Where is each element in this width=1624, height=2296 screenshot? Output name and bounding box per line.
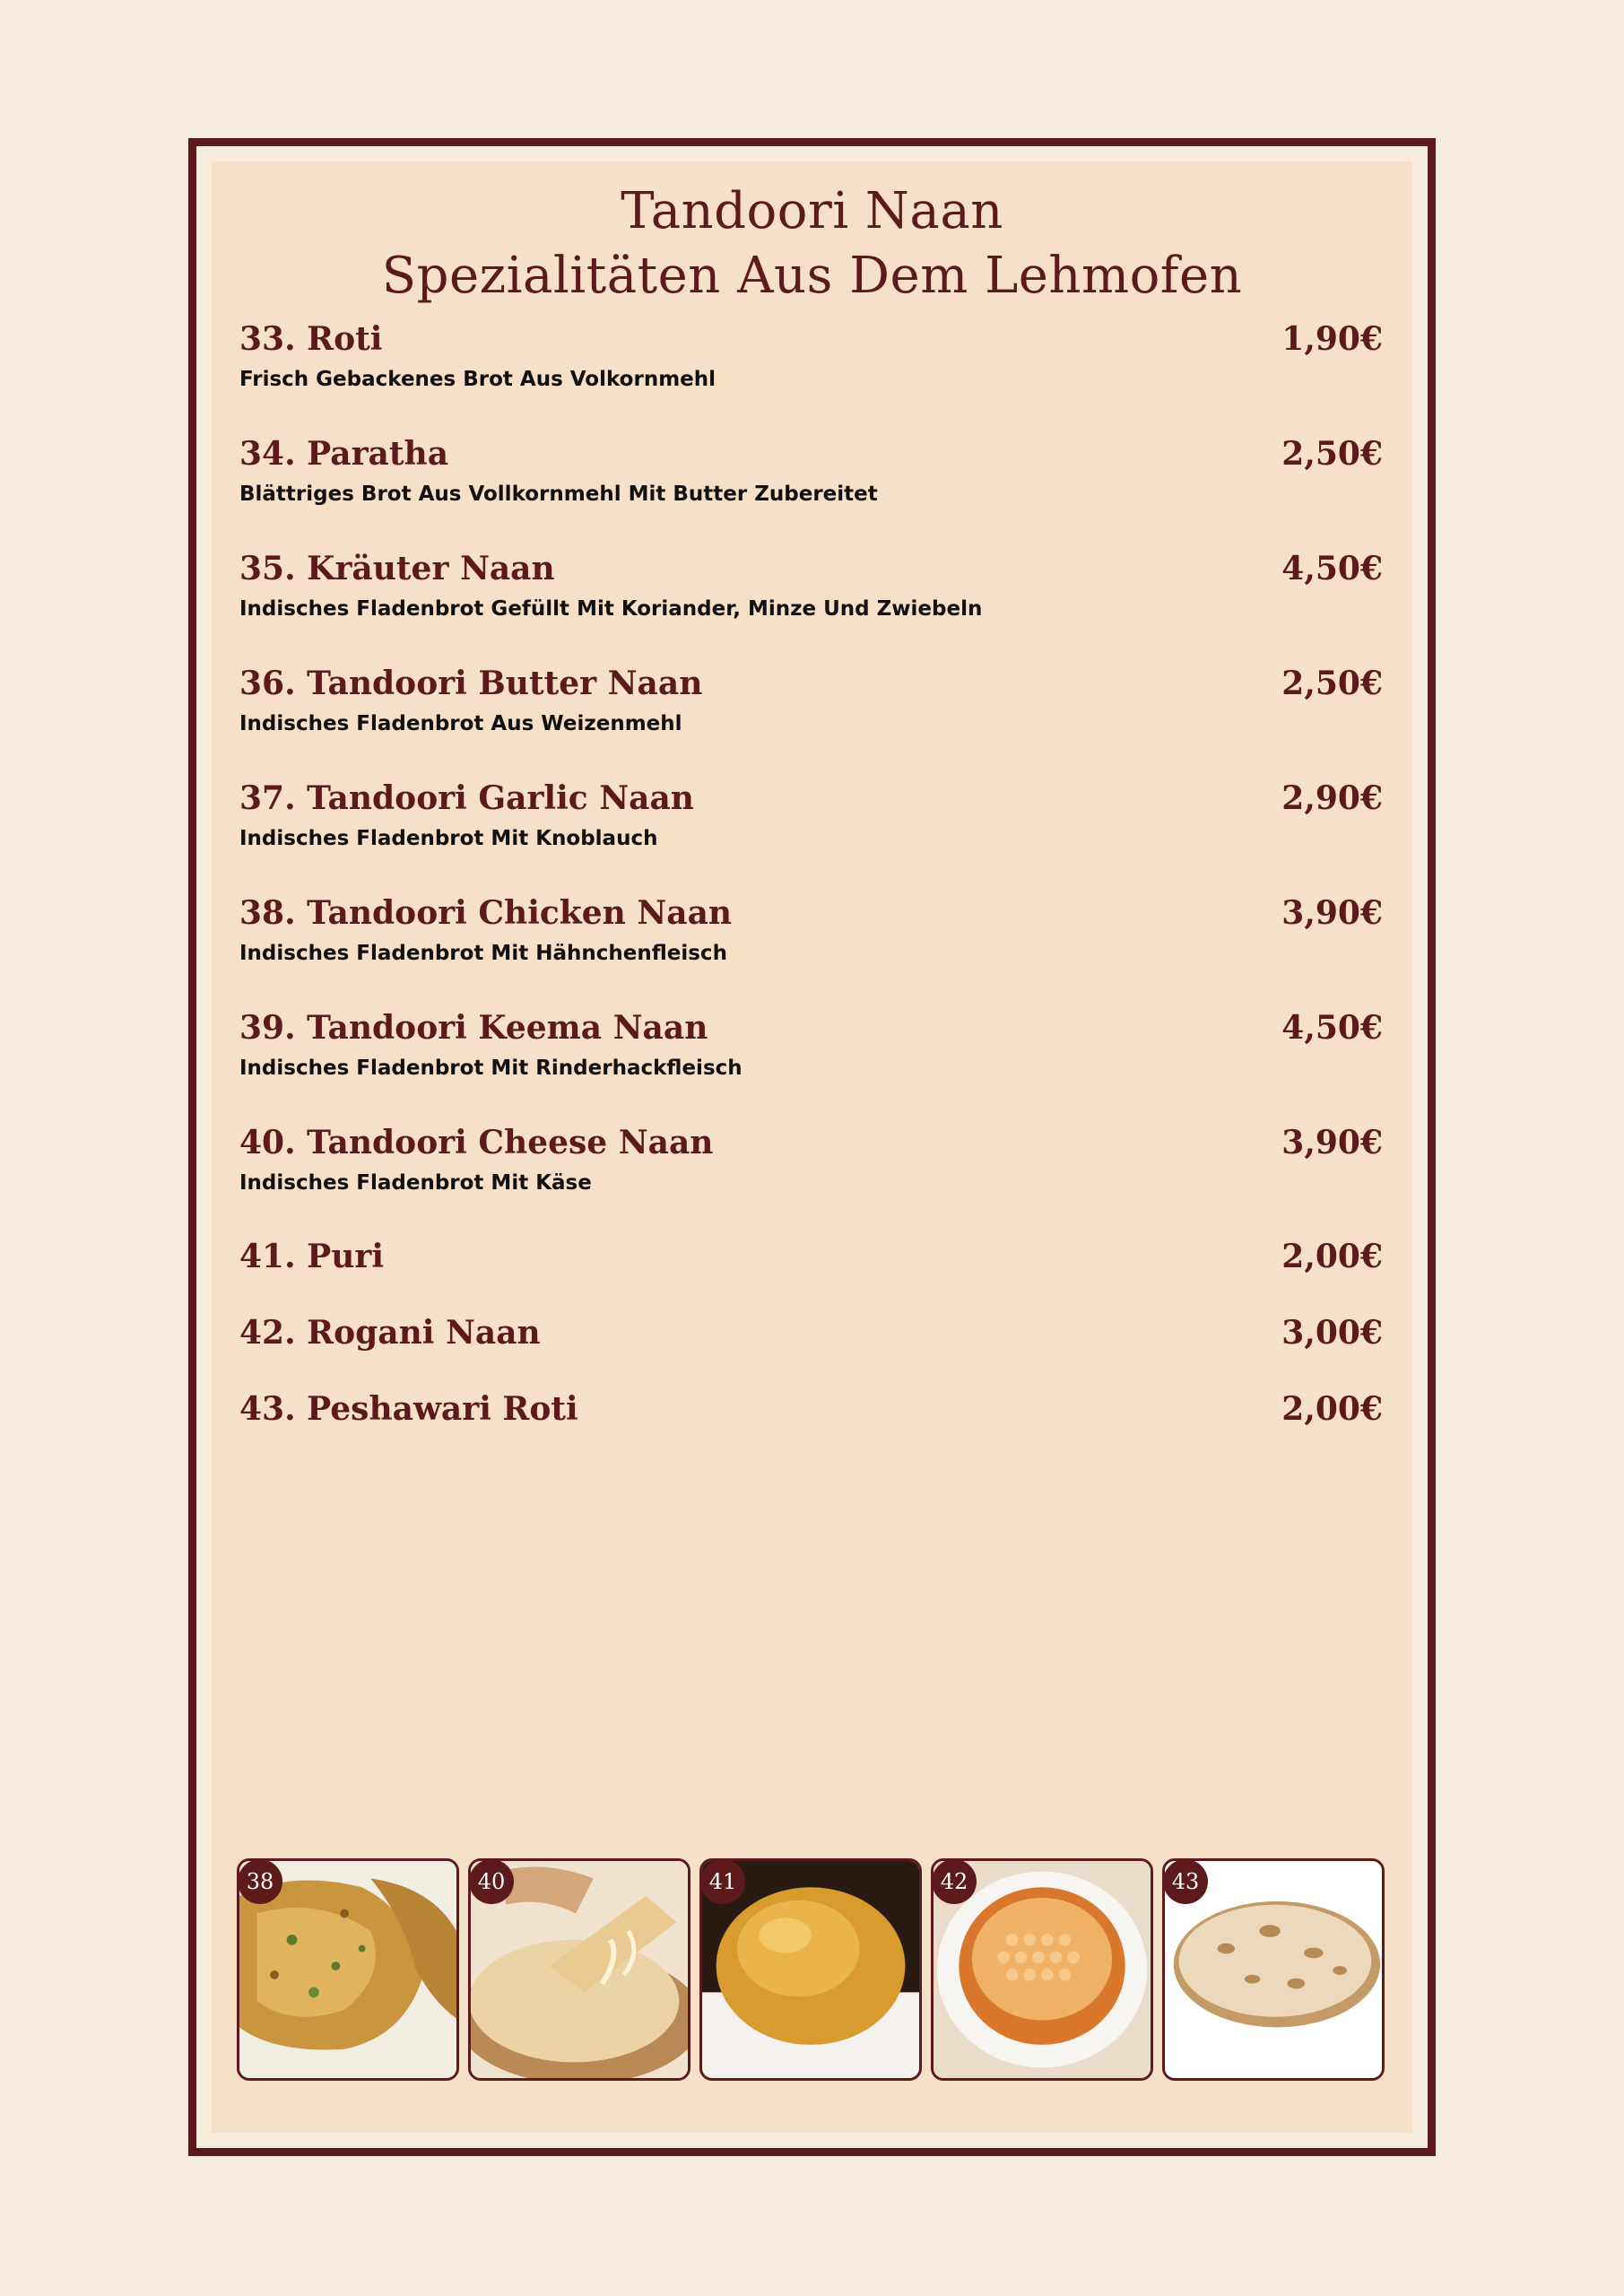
item-price: 2,90€ [1281,779,1383,817]
item-name: 39. Tandoori Keema Naan [239,1009,708,1047]
item-name: 43. Peshawari Roti [239,1390,578,1428]
item-description: Indisches Fladenbrot Mit Hähnchenfleisch [239,942,727,965]
photo-chicken-naan [237,1858,459,2081]
item-price: 2,50€ [1281,665,1383,702]
item-name: 42. Rogani Naan [239,1314,541,1352]
item-price: 2,00€ [1281,1238,1383,1275]
item-description: Frisch Gebackenes Brot Aus Volkornmehl [239,368,716,391]
item-name: 38. Tandoori Chicken Naan [239,894,733,932]
item-name: 37. Tandoori Garlic Naan [239,779,694,817]
item-price: 4,50€ [1281,1009,1383,1047]
item-price: 2,00€ [1281,1390,1383,1428]
item-description: Blättriges Brot Aus Vollkornmehl Mit Butter Zubereitet [239,483,878,506]
photo-badge: 40 [469,1859,514,1904]
photo-cheese-naan [468,1858,690,2081]
menu-subtitle: Spezialitäten Aus Dem Lehmofen [381,247,1243,305]
photo-badge: 42 [932,1859,977,1904]
item-description: Indisches Fladenbrot Mit Knoblauch [239,827,658,850]
item-price: 2,50€ [1281,435,1383,473]
item-description: Indisches Fladenbrot Gefüllt Mit Koriander, Minze Und Zwiebeln [239,597,983,621]
photo-badge: 41 [700,1859,745,1904]
item-price: 1,90€ [1281,320,1383,358]
item-name: 36. Tandoori Butter Naan [239,665,703,702]
item-name: 41. Puri [239,1238,385,1275]
item-name: 33. Roti [239,320,383,358]
photo-rogani-naan [931,1858,1153,2081]
item-description: Indisches Fladenbrot Mit Käse [239,1171,592,1195]
item-name: 40. Tandoori Cheese Naan [239,1124,714,1161]
item-price: 3,90€ [1281,1124,1383,1161]
item-description: Indisches Fladenbrot Aus Weizenmehl [239,712,682,735]
photo-badge: 43 [1163,1859,1208,1904]
photo-badge: 38 [238,1859,282,1904]
item-description: Indisches Fladenbrot Mit Rinderhackfleisch [239,1057,743,1080]
item-price: 4,50€ [1281,550,1383,587]
item-price: 3,00€ [1281,1314,1383,1352]
menu-title: Tandoori Naan [621,182,1003,240]
photo-puri [699,1858,922,2081]
item-price: 3,90€ [1281,894,1383,932]
photo-peshawari-roti [1162,1858,1385,2081]
item-name: 35. Kräuter Naan [239,550,555,587]
item-name: 34. Paratha [239,435,449,473]
